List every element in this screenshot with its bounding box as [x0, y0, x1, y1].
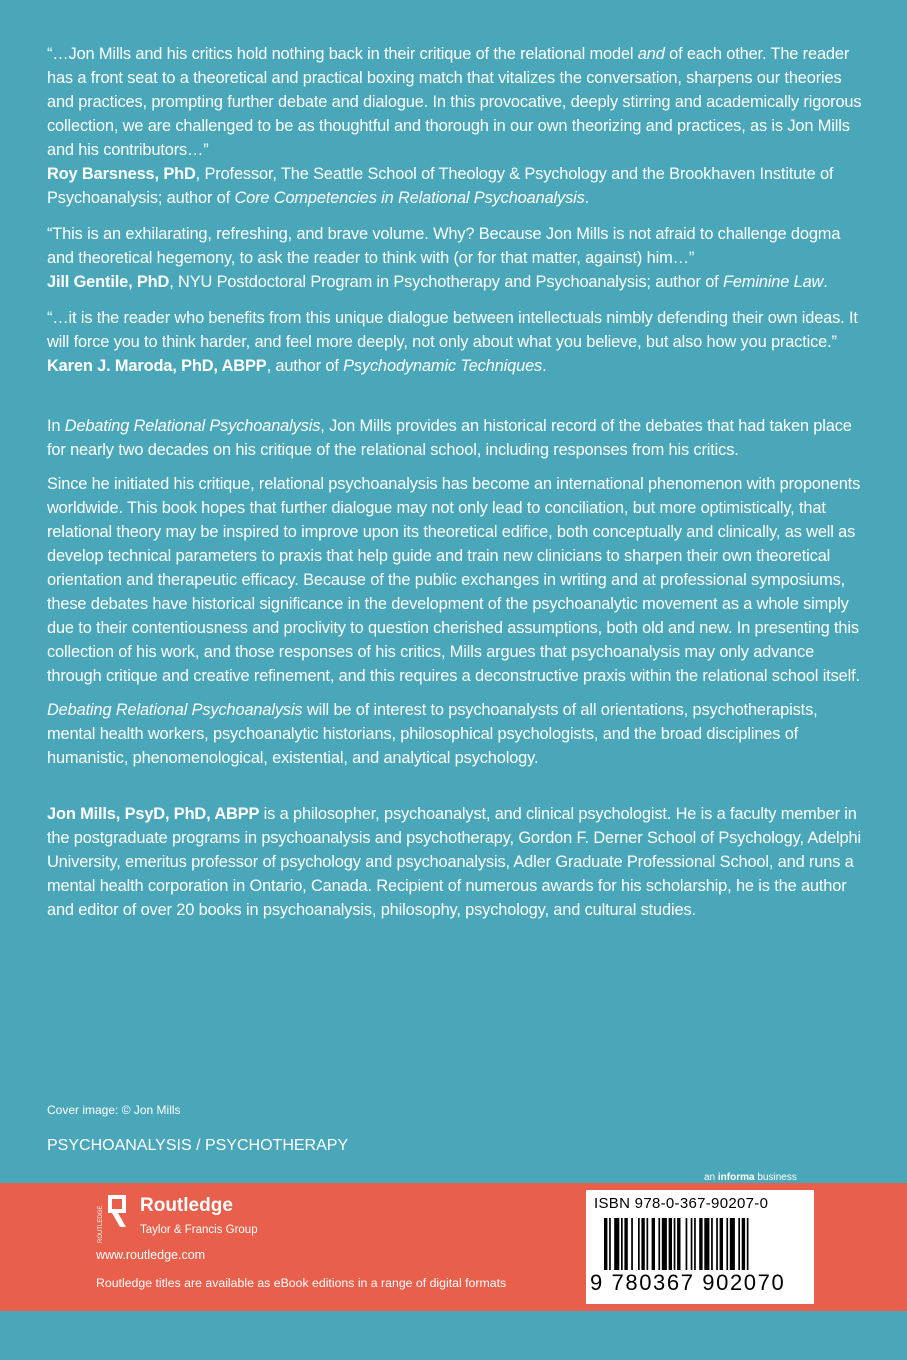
informa-tag: an informa business	[704, 1172, 797, 1183]
endorsement-1	[47, 42, 862, 210]
endorsement-attribution: Jill Gentile, PhD, NYU Postdoctoral Program in Psychotherapy and Psychoanalysis; author of Feminine Law.	[47, 273, 828, 291]
endorsement-attribution: Roy Barsness, PhD, Professor, The Seattle School of Theology & Psychology and the Brookhaven Institute of Psychoanalysis; author of Core Competencies in Relational Psychoanalysis.	[47, 165, 834, 207]
ean-digits: 9 780367 902070	[590, 1270, 786, 1295]
routledge-logo-icon	[96, 1193, 130, 1245]
ebook-note: Routledge titles are available as eBook editions in a range of digital formats	[96, 1276, 507, 1290]
publisher-url[interactable]: www.routledge.com	[96, 1248, 206, 1262]
endorsement-text: “This is an exhilarating, refreshing, and brave volume. Why? Because Jon Mills is not afraid to challenge dogma and theoretical hegemony, to ask the reader to think with (or for that matter, against) him…”	[47, 225, 841, 267]
publisher-name: Routledge	[140, 1195, 233, 1216]
endorsement-text: “…Jon Mills and his critics hold nothing back in their critique of the relational model and of each other. The reader has a front seat to a theoretical and practical boxing match that vitalizes the conversation, sharpens our theories and practices, prompting further debate and dialogue. In this provocative, deeply stirring and academically rigorous collection, we are challenged to be as thoughtful and thorough in our own theorizing and practices, as is Jon Mills and his contributors…”	[47, 45, 862, 159]
endorsement-text: “…it is the reader who benefits from this unique dialogue between intellectuals nimbly defending their own ideas. It will force you to think harder, and feel more deeply, not only about what you believe, but also how you practice.”	[47, 309, 858, 351]
subject-category: PSYCHOANALYSIS / PSYCHOTHERAPY	[47, 1137, 349, 1154]
description-paragraph: Debating Relational Psychoanalysis will be of interest to psychoanalysts of all orientations, psychotherapists, mental health workers, psychoanalytic historians, philosophical psychologists, and the broad disciplines of humanistic, phenomenological, existential, and analytical psychology.	[47, 701, 818, 767]
svg-text:ROUTLEDGE: ROUTLEDGE	[98, 1205, 104, 1243]
cover-credit: Cover image: © Jon Mills	[47, 1103, 181, 1117]
back-cover-text	[47, 42, 862, 922]
publisher-group: Taylor & Francis Group	[140, 1224, 258, 1236]
author-bio: Jon Mills, PsyD, PhD, ABPP is a philosopher, psychoanalyst, and clinical psychologist. He is a faculty member in the postgraduate programs in psychoanalysis and psychotherapy, Gordon F. Derner School of Psychology, Adelphi University, emeritus professor of psychology and psychoanalysis, Adler Graduate Professional School, and runs a mental health corporation in Ontario, Canada. Recipient of numerous awards for his scholarship, he is the author and editor of over 20 books in psychoanalysis, philosophy, psychology, and cultural studies.	[47, 805, 861, 919]
description-paragraph: In Debating Relational Psychoanalysis, Jon Mills provides an historical record of the debates that had taken place for nearly two decades on his critique of the relational school, including responses from his critics.	[47, 417, 852, 459]
endorsement-3	[47, 306, 862, 378]
endorsement-2	[47, 222, 862, 294]
description-paragraph: Since he initiated his critique, relational psychoanalysis has become an international phenomenon with proponents worldwide. This book hopes that further dialogue may not only lead to conciliation, but more optimistically, that relational theory may be inspired to improve upon its theoretical edifice, both conceptually and clinically, as well as develop technical parameters to praxis that help guide and train new clinicians to sharpen their own theoretical orientation and therapeutic efficacy. Because of the public exchanges in writing and at professional symposiums, these debates have historical significance in the development of the psychoanalytic movement as a whole simply due to their contentiousness and proclivity to question cherished assumptions, both old and new. In presenting this collection of his work, and those responses of his critics, Mills argues that psychoanalysis may only advance through critique and creative refinement, and this requires a deconstructive praxis within the relational school itself.	[47, 475, 861, 685]
author-name: Jon Mills, PsyD, PhD, ABPP	[47, 805, 260, 823]
book-description	[47, 414, 862, 770]
endorsement-attribution: Karen J. Maroda, PhD, ABPP, author of Psychodynamic Techniques.	[47, 357, 547, 375]
isbn-label: ISBN 978-0-367-90207-0	[594, 1195, 769, 1212]
